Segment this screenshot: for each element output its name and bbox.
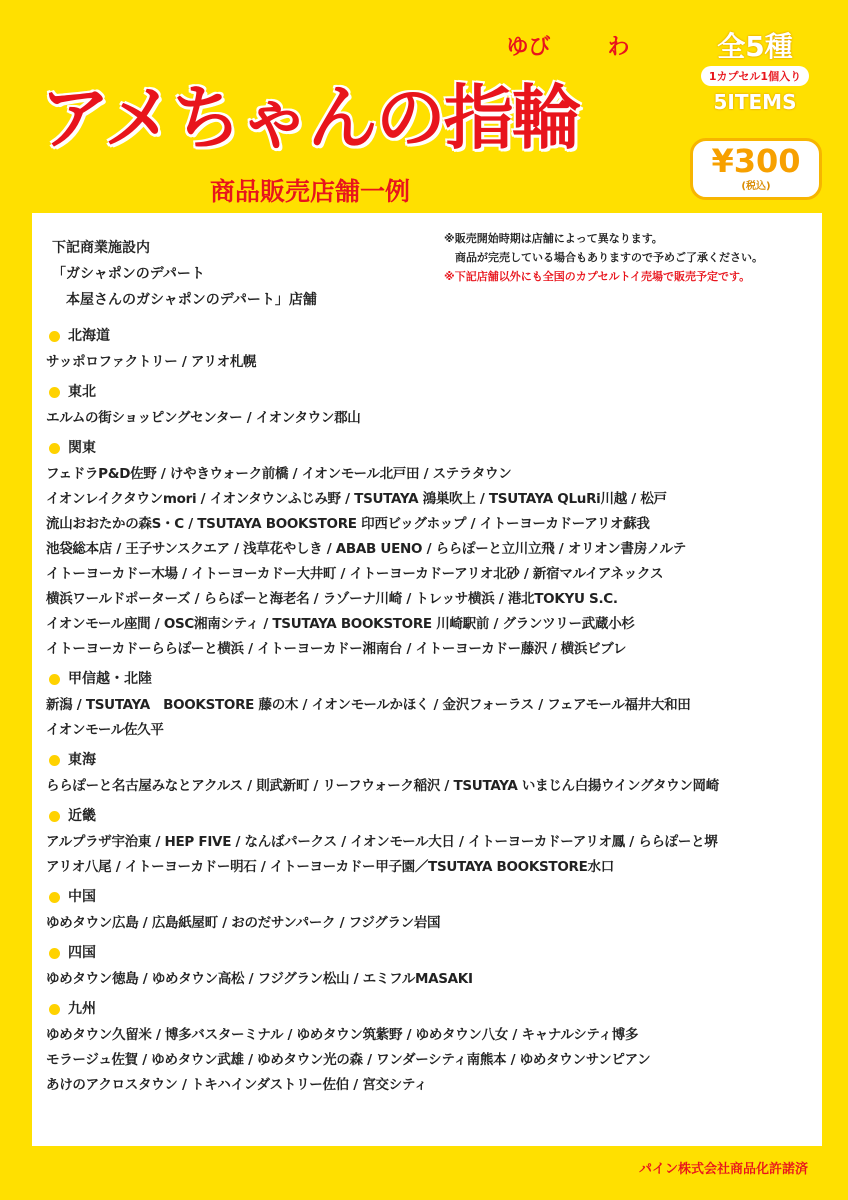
region-name: 四国 [68, 945, 96, 961]
page-subtitle: 商品販売店舗一例 [210, 177, 411, 206]
store-line: 横浜ワールドポーターズ / ららぽーと海老名 / ラゾーナ川崎 / トレッサ横浜 / 港北TOKYU S.C. [46, 591, 618, 607]
notes [444, 229, 763, 286]
region-heading [46, 803, 816, 830]
bullet-dot-icon [49, 948, 60, 959]
region-name: 近畿 [68, 808, 96, 824]
region-name: 中国 [68, 889, 96, 905]
note-line: 商品が完売している場合もありますので予めご了承ください。 [444, 251, 763, 264]
bullet-dot-icon [49, 1004, 60, 1015]
note-line: ※販売開始時期は店舗によって異なります。 [444, 232, 663, 245]
intro-line: 「ガシャポンのデパート [52, 266, 205, 282]
region-list [46, 323, 816, 1102]
item-count: 全5種 [717, 30, 793, 63]
region-block [46, 884, 816, 936]
item-count-badge [685, 30, 825, 114]
region-name: 甲信越・北陸 [68, 671, 152, 687]
region-heading [46, 379, 816, 406]
region-name: 関東 [68, 440, 96, 456]
region-block [46, 323, 816, 375]
bullet-dot-icon [49, 674, 60, 685]
region-heading [46, 435, 816, 462]
region-heading [46, 884, 816, 911]
store-line: ゆめタウン徳島 / ゆめタウン高松 / フジグラン松山 / エミフルMASAKI [46, 971, 473, 987]
region-heading [46, 323, 816, 350]
page-title: アメちゃんの指輪 [40, 77, 580, 159]
items-label: 5ITEMS [713, 90, 797, 114]
region-block [46, 996, 816, 1098]
store-line: ゆめタウン久留米 / 博多バスターミナル / ゆめタウン筑紫野 / ゆめタウン八女 / キャナルシティ博多 [46, 1027, 639, 1043]
intro-line: 本屋さんのガシャポンのデパート」店舗 [52, 292, 317, 308]
store-line: イトーヨーカドーららぽーと横浜 / イトーヨーカドー湘南台 / イトーヨーカドー藤沢 / 横浜ビブレ [46, 641, 627, 657]
per-capsule-label: 1カプセル1個入り [701, 66, 809, 86]
bullet-dot-icon [49, 755, 60, 766]
intro-line: 下記商業施設内 [52, 240, 150, 256]
region-block [46, 435, 816, 662]
store-line: アルプラザ宇治東 / HEP FIVE / なんばパークス / イオンモール大日 / イトーヨーカドーアリオ鳳 / ららぽーと堺 [46, 834, 718, 850]
store-line: イオンモール座間 / OSC湘南シティ / TSUTAYA BOOKSTORE 川崎駅前 / グランツリー武蔵小杉 [46, 616, 635, 632]
region-heading [46, 666, 816, 693]
bullet-dot-icon [49, 811, 60, 822]
store-line: フェドラP&D佐野 / けやきウォーク前橋 / イオンモール北戸田 / ステラタウン [46, 466, 512, 482]
region-heading [46, 996, 816, 1023]
price-box [690, 138, 822, 200]
store-line: 流山おおたかの森S・C / TSUTAYA BOOKSTORE 印西ビッグホップ / イトーヨーカドーアリオ蘇我 [46, 516, 650, 532]
store-line: エルムの街ショッピングセンター / イオンタウン郡山 [46, 410, 361, 426]
tax-note: (税込) [741, 181, 771, 192]
region-block [46, 379, 816, 431]
bullet-dot-icon [49, 331, 60, 342]
region-block [46, 747, 816, 799]
intro-text [52, 235, 317, 313]
store-line: イオンモール佐久平 [46, 722, 164, 738]
region-name: 九州 [68, 1001, 96, 1017]
store-line: イトーヨーカドー木場 / イトーヨーカドー大井町 / イトーヨーカドーアリオ北砂 / 新宿マルイアネックス [46, 566, 664, 582]
store-line: イオンレイクタウンmori / イオンタウンふじみ野 / TSUTAYA 鴻巣吹上 / TSUTAYA QLuRi川越 / 松戸 [46, 491, 667, 507]
license-footer: パイン株式会社商品化許諾済 [638, 1162, 808, 1177]
store-line: あけのアクロスタウン / トキハインダストリー佐伯 / 宮交シティ [46, 1077, 428, 1093]
region-block [46, 940, 816, 992]
region-name: 北海道 [68, 328, 110, 344]
store-line: サッポロファクトリー / アリオ札幌 [46, 354, 257, 370]
region-heading [46, 940, 816, 967]
bullet-dot-icon [49, 892, 60, 903]
bullet-dot-icon [49, 387, 60, 398]
store-line: ららぽーと名古屋みなとアクルス / 則武新町 / リーフウォーク稲沢 / TSUTAYA いまじん白揚ウイングタウン岡崎 [46, 778, 719, 794]
store-line: アリオ八尾 / イトーヨーカドー明石 / イトーヨーカドー甲子園／TSUTAYA BOOKSTORE水口 [46, 859, 614, 875]
bullet-dot-icon [49, 443, 60, 454]
store-list-panel [32, 213, 822, 1146]
store-line: モラージュ佐賀 / ゆめタウン武雄 / ゆめタウン光の森 / ワンダーシティ南熊本 / ゆめタウンサンピアン [46, 1052, 651, 1068]
store-line: 新潟 / TSUTAYA BOOKSTORE 藤の木 / イオンモールかほく / 金沢フォーラス / フェアモール福井大和田 [46, 697, 691, 713]
note-line-red: ※下記店舗以外にも全国のカプセルトイ売場で販売予定です。 [444, 270, 751, 283]
title-ruby [478, 30, 658, 61]
ruby-yubi: ゆび [506, 35, 551, 60]
region-block [46, 666, 816, 743]
region-heading [46, 747, 816, 774]
price: ¥300 [711, 142, 801, 180]
store-line: 池袋総本店 / 王子サンスクエア / 浅草花やしき / ABAB UENO / ららぽーと立川立飛 / オリオン書房ノルテ [46, 541, 686, 557]
region-name: 東北 [68, 384, 96, 400]
region-name: 東海 [68, 752, 96, 768]
region-block [46, 803, 816, 880]
ruby-wa: わ [607, 35, 630, 60]
store-line: ゆめタウン広島 / 広島紙屋町 / おのだサンパーク / フジグラン岩国 [46, 915, 441, 931]
